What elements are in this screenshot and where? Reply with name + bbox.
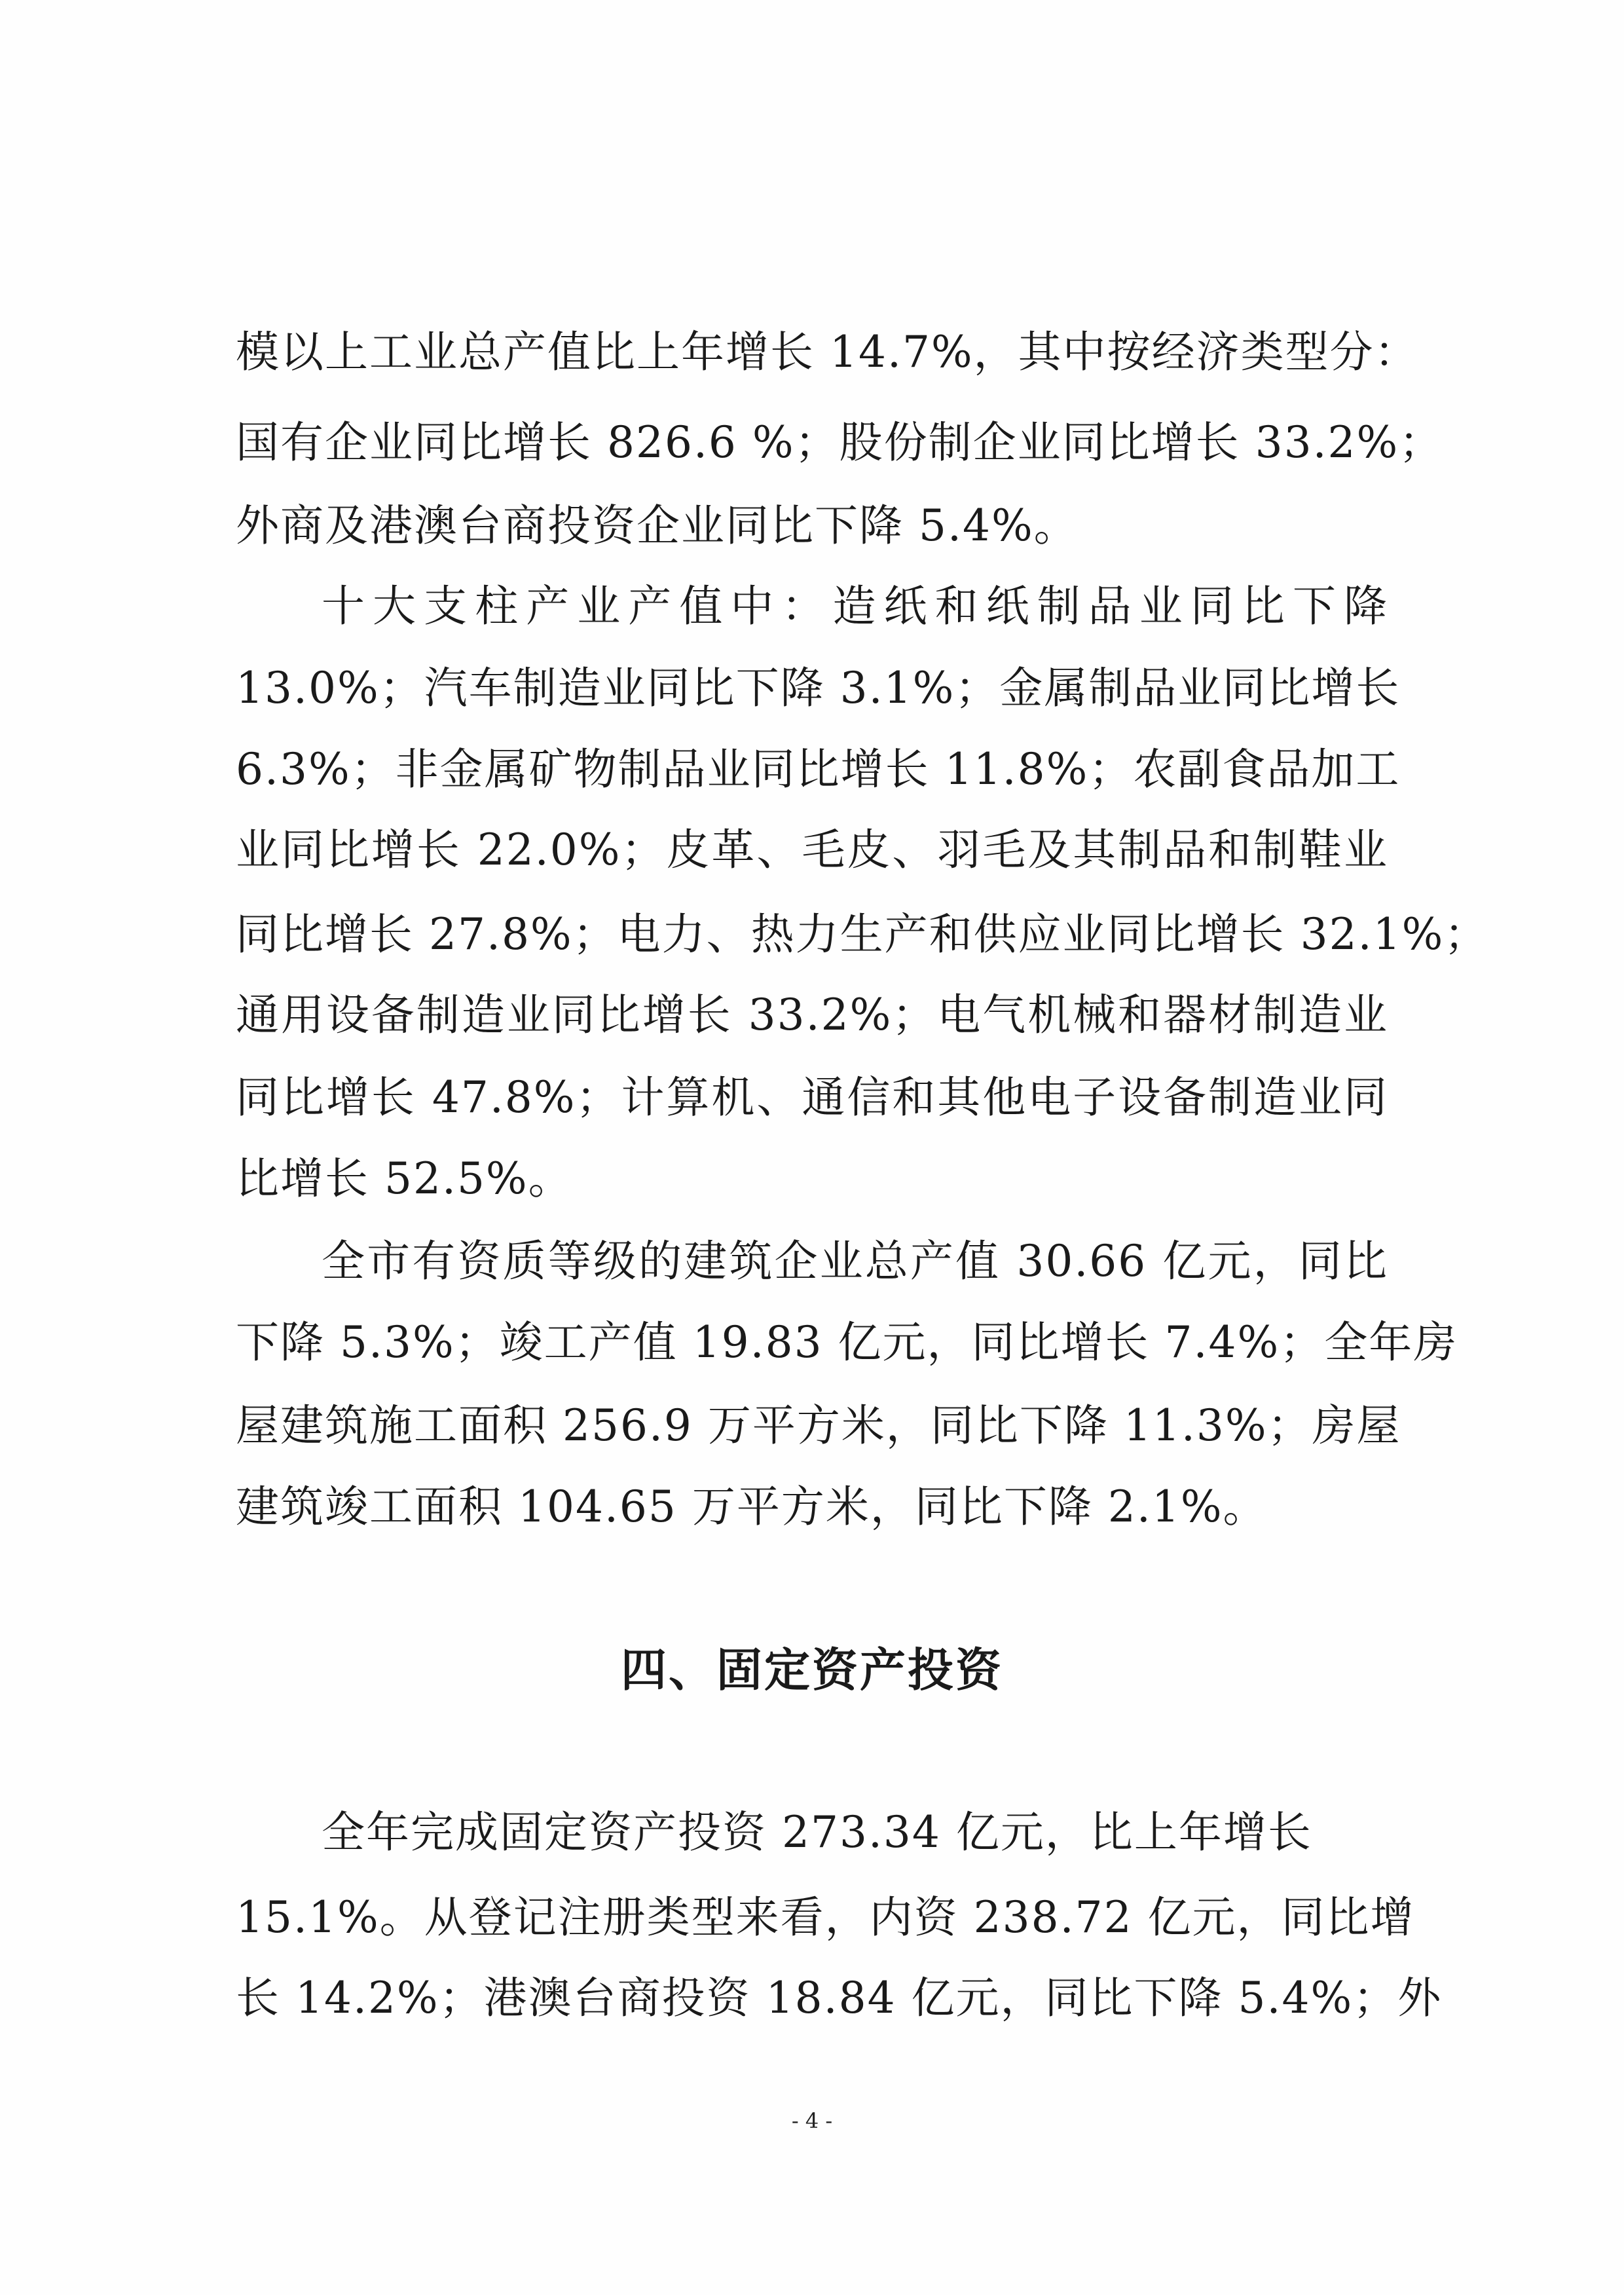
- text-line-1: 模以上工业总产值比上年增长 14.7%，其中按经济类型分：: [236, 327, 1419, 377]
- section-line-3: 长 14.2%；港澳台商投资 18.84 亿元，同比下降 5.4%；外: [236, 1973, 1443, 2023]
- text-line-12: 全市有资质等级的建筑企业总产值 30.66 亿元，同比: [322, 1236, 1388, 1286]
- section-heading: 四、固定资产投资: [621, 1643, 1003, 1697]
- text-line-2: 国有企业同比增长 826.6 %；股份制企业同比增长 33.2%；: [236, 417, 1444, 468]
- text-line-3: 外商及港澳台商投资企业同比下降 5.4%。: [236, 500, 1079, 551]
- text-line-8: 同比增长 27.8%；电力、热力生产和供应业同比增长 32.1%；: [236, 909, 1489, 960]
- text-line-4: 十大支柱产业产值中：造纸和纸制品业同比下降: [322, 581, 1388, 631]
- text-line-14: 屋建筑施工面积 256.9 万平方米，同比下降 11.3%；房屋: [236, 1400, 1401, 1451]
- section-line-1: 全年完成固定资产投资 273.34 亿元，比上年增长: [322, 1807, 1312, 1857]
- text-line-5: 13.0%；汽车制造业同比下降 3.1%；金属制品业同比增长: [236, 663, 1401, 713]
- text-line-9: 通用设备制造业同比增长 33.2%；电气机械和器材制造业: [236, 990, 1388, 1040]
- text-line-7: 业同比增长 22.0%；皮革、毛皮、羽毛及其制品和制鞋业: [236, 825, 1388, 875]
- section-line-2: 15.1%。从登记注册类型来看，内资 238.72 亿元，同比增: [236, 1892, 1415, 1943]
- text-line-13: 下降 5.3%；竣工产值 19.83 亿元，同比增长 7.4%；全年房: [236, 1317, 1458, 1368]
- text-line-10: 同比增长 47.8%；计算机、通信和其他电子设备制造业同: [236, 1072, 1388, 1123]
- text-line-15: 建筑竣工面积 104.65 万平方米，同比下降 2.1%。: [236, 1482, 1268, 1532]
- text-line-6: 6.3%；非金属矿物制品业同比增长 11.8%；农副食品加工: [236, 744, 1401, 794]
- text-line-11: 比增长 52.5%。: [236, 1153, 573, 1204]
- page-number: - 4 -: [791, 2108, 833, 2133]
